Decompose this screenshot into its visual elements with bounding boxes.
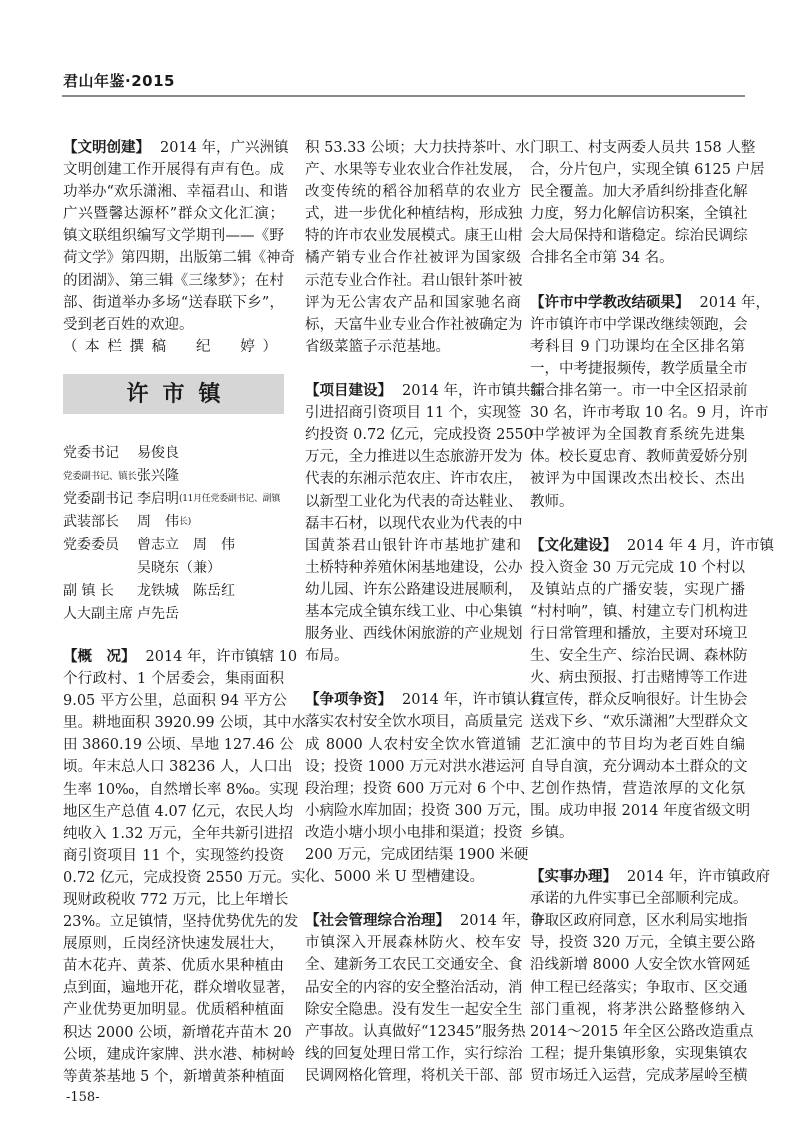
text-line: 2014 年，广兴洲镇	[160, 140, 289, 156]
position-title: 党委书记	[63, 444, 119, 461]
text-line: 化、5000 米 U 型槽建设。	[305, 869, 484, 886]
text-line: 地区生产总值 4.07 亿元，农民人均	[63, 803, 294, 820]
paragraph-heading: 【实事办理】	[530, 869, 617, 886]
text-line: 引进招商引资项目 11 个，实现签	[305, 405, 522, 422]
text-line: 全、建新务工农民工交通安全、食	[305, 957, 523, 974]
running-header: 君山年鉴·2015	[63, 72, 175, 90]
text-line: 贸市场迁入运营，完成茅屋岭至横	[530, 1067, 748, 1084]
person-names: 曾志立 周 伟	[137, 536, 235, 553]
text-line: 布局。	[305, 648, 349, 665]
text-line: 2014 年，许	[460, 913, 546, 930]
text-line: 伸工程已经落实；争取市、区交通	[530, 979, 748, 996]
text-line: 广兴暨馨达源杯”群众文化汇演；	[63, 206, 284, 223]
text-line: 民调网格化管理，将机关干部、部	[305, 1067, 523, 1084]
paragraph-first-line	[530, 535, 774, 557]
text-line: 及镇站点的广播安装，实现广播	[530, 581, 745, 598]
personnel-row	[63, 442, 284, 465]
text-line: 小病险水库加固；投资 300 万元，	[305, 802, 531, 819]
person-names: 张兴隆	[137, 467, 179, 484]
article-paragraph	[305, 689, 546, 888]
text-line: 特的许市农业发展模式。康王山柑	[305, 228, 523, 245]
text-line: 30 名，许市考取 10 名。9 月，许市	[530, 405, 769, 422]
text-line: 代表的东湘示范农庄、许市农庄，	[305, 471, 523, 488]
text-line: 点到面，遍地开花，群众增收显著，	[63, 980, 295, 997]
text-line: 产事故。认真做好“12345”服务热	[305, 1023, 526, 1040]
text-line: 商引资项目 11 个，实现签约投资	[63, 847, 284, 864]
position-title: 党委副书记、镇长	[63, 470, 137, 482]
text-line: 万元，全力推进以生态旅游开发为	[305, 449, 523, 466]
position-title: 党委副书记	[63, 490, 133, 507]
text-line: 2014 年，许市镇共新	[402, 383, 546, 400]
text-line: 导，投资 320 万元，全镇主要公路	[530, 935, 756, 952]
text-line: 艺汇演中的节目均为老百姓自编	[530, 736, 745, 753]
text-line: 基本完成全镇东线工业、中心集镇	[305, 603, 523, 620]
column-1	[63, 137, 307, 1110]
text-line: 合排名全市第 34 名。	[530, 250, 674, 267]
paragraph-first-line	[63, 646, 298, 668]
page-number: -158-	[66, 1090, 100, 1105]
text-line: 0.72 亿元，完成投资 2550 万元。实	[63, 869, 306, 886]
column-3	[530, 137, 774, 1109]
text-line: 2014 年 4 月，许市镇	[627, 537, 774, 554]
person-names: 卢先岳	[137, 605, 179, 622]
text-line: 产、水果等专业农业合作社发展，	[305, 162, 523, 179]
person-names: 龙铁城 陈岳红	[137, 582, 235, 599]
text-line: 示范专业合作社。君山银针茶叶被	[305, 272, 523, 289]
text-line: 市镇深入开展森林防火、校车安	[305, 935, 521, 952]
paragraph-heading: 【争项争资】	[305, 692, 392, 709]
text-line: 苗木花卉、黄茶、优质水果种植由	[63, 958, 284, 975]
paragraph-first-line	[305, 910, 546, 932]
article-paragraph	[305, 380, 546, 667]
text-line: 综合排名第一。市一中全区招录前	[530, 383, 748, 400]
paragraph-first-line	[530, 292, 771, 314]
text-line: 行宣传，群众反响很好。计生协会	[530, 692, 748, 709]
text-line: 顷。年末总人口 38236 人，人口出	[63, 759, 293, 776]
text-line: 改造小塘小坝小电排和渠道；投资	[305, 824, 523, 841]
author-credit: （本栏撰稿 纪 婷）	[63, 338, 280, 355]
personnel-row	[63, 511, 284, 534]
section-title: 许市镇	[63, 374, 284, 414]
text-line: 火、病虫预报、打击赌博等工作进	[530, 670, 748, 687]
text-line: 设；投资 1000 万元对洪水港运河	[305, 758, 526, 775]
text-line: 现财政税收 772 万元，比上年增长	[63, 891, 289, 908]
text-line: 沿线新增 8000 人安全饮水管网延	[530, 957, 751, 974]
text-line: 等黄茶基地 5 个，新增黄茶种植面	[63, 1068, 285, 1085]
paragraph-heading: 【项目建设】	[305, 383, 392, 400]
text-line: 土桥特种养殖休闲基地建设，公办	[305, 559, 523, 576]
text-line: 以新型工业化为代表的奇达鞋业、	[305, 493, 523, 510]
paragraph-heading: 【文明创建】	[63, 140, 150, 156]
article-paragraph	[530, 866, 771, 1087]
text-line: 段治理；投资 600 万元对 6 个中、	[305, 780, 535, 797]
text-line: 落实农村安全饮水项目，高质量完	[305, 714, 523, 731]
text-line: 200 万元，完成团结渠 1900 米硬	[305, 847, 529, 863]
text-line: 公顷，建成许家牌、洪水港、柿树岭	[63, 1046, 295, 1063]
text-line: “村村响”，镇、村建立专门机构进	[530, 603, 748, 620]
header-rule	[62, 95, 745, 97]
text-line: 围。成功申报 2014 年度省级文明	[530, 802, 751, 819]
text-line: 田 3860.19 公顷、旱地 127.46 公	[63, 737, 294, 754]
text-line: 里。耕地面积 3920.99 公顷，其中水	[63, 715, 307, 732]
text-line: 幼儿园、许东公路建设进展顺利，	[305, 581, 523, 598]
position-note: (11月任党委副书记、副镇长)	[179, 493, 281, 527]
text-line: 文明创建工作开展得有声有色。成	[63, 162, 284, 179]
text-line: 评为无公害农产品和国家驰名商	[305, 294, 521, 311]
paragraph-heading: 【社会管理综合治理】	[305, 913, 450, 930]
text-line: 成 8000 人农村安全饮水管道铺	[305, 736, 521, 753]
paragraph-heading: 【文化建设】	[530, 537, 617, 554]
text-line: 积达 2000 公顷，新增花卉苗木 20	[63, 1024, 292, 1041]
text-line: 功举办“欢乐潇湘、幸福君山、和谐	[63, 184, 288, 201]
position-title: 人大副主席	[63, 605, 133, 622]
paragraph-first-line	[530, 866, 771, 888]
text-line: 投入资金 30 万元完成 10 个村以	[530, 559, 745, 576]
person-names: 吴晓东（兼）	[137, 559, 221, 576]
text-line: 合，分片包户，实现全镇 6125 户居	[530, 162, 765, 179]
text-line: 积 53.33 公顷；大力扶持茶叶、水	[305, 140, 530, 156]
text-line: 门职工、村支两委人员共 158 人整	[530, 140, 756, 156]
paragraph-first-line	[63, 137, 289, 159]
text-line: 的团湖》、第三辑《三缘梦》；在村	[63, 272, 284, 289]
text-line: 被评为中国课改杰出校长、杰出	[530, 471, 745, 488]
text-line: 纯收入 1.32 万元，全年共新引进招	[63, 825, 294, 842]
text-line: 民全覆盖。加大矛盾纠纷排查化解	[530, 184, 748, 201]
paragraph-first-line	[305, 380, 546, 402]
text-line: 式，进一步优化种植结构，形成独	[305, 206, 523, 223]
text-line: 荷文学》第四期，出版第二辑《神奇	[63, 250, 295, 267]
personnel-row	[63, 557, 284, 580]
text-line: 服务业、西线休闲旅游的产业规划	[305, 626, 523, 643]
column-2	[305, 137, 546, 1109]
text-line: 力度，努力化解信访积案，全镇社	[530, 206, 748, 223]
text-line: 教师。	[530, 493, 574, 510]
text-line: 工程；提升集镇形象，实现集镇农	[530, 1045, 748, 1062]
text-line: 2014～2015 年全区公路改造重点	[530, 1023, 754, 1040]
personnel-list	[63, 442, 284, 626]
article-paragraph	[305, 910, 546, 1087]
text-line: 自导自演，充分调动本土群众的文	[530, 758, 748, 775]
position-title	[63, 557, 137, 580]
text-line: 行日常管理和播放，主要对环境卫	[530, 626, 748, 643]
paragraph-gaikuang	[63, 646, 307, 1088]
text-line: 考科目 9 门功课均在全区排名第	[530, 338, 745, 355]
text-line: 9.05 平方公里，总面积 94 平方公	[63, 693, 288, 710]
text-line: 部、街道举办多场“送春联下乡”，	[63, 294, 284, 311]
text-line: 艺创作热情，营造浓厚的文化氛	[530, 780, 745, 797]
person-names: 易俊良	[137, 444, 179, 461]
text-line: 品安全的内容的安全整治活动，消	[305, 979, 523, 996]
position-title: 武装部长	[63, 513, 119, 530]
article-paragraph	[530, 137, 765, 270]
text-line: 改变传统的稻谷加稻草的农业方	[305, 184, 521, 201]
personnel-row	[63, 465, 284, 488]
text-line: 受到老百姓的欢迎。	[63, 316, 194, 333]
text-line: 争取区政府同意，区水利局实地指	[530, 913, 748, 930]
text-line: 磊丰石材，以现代农业为代表的中	[305, 515, 523, 532]
text-line: 体。校长夏忠育、教师黄爱娇分别	[530, 449, 748, 466]
personnel-row	[63, 603, 284, 626]
paragraph-wenming-chuangjian	[63, 137, 295, 358]
text-line: 标，天富牛业专业合作社被确定为	[305, 316, 523, 333]
text-line: 2014 年，许市镇政府	[627, 869, 771, 886]
person-names: 周 伟	[137, 513, 179, 530]
text-line: 省级菜篮子示范基地。	[305, 338, 450, 355]
text-line: 2014 年，	[699, 294, 771, 311]
text-line: 乡镇。	[530, 824, 574, 841]
position-title: 副 镇 长	[63, 582, 114, 599]
personnel-row	[63, 534, 284, 557]
text-line: 国黄茶君山银针许市基地扩建和	[305, 537, 521, 554]
text-line: 镇文联组织编写文学期刊——《野	[63, 228, 284, 245]
text-line: 23%。立足镇情，坚持优势优先的发	[63, 914, 299, 931]
text-line: 生率 10‰，自然增长率 8‰。实现	[63, 781, 299, 798]
text-line: 一，中考捷报频传，教学质量全市	[530, 360, 748, 377]
text-line: 部门重视，将茅洪公路整修纳入	[530, 1001, 745, 1018]
article-paragraph	[530, 535, 774, 844]
text-line: 除安全隐患。没有发生一起安全生	[305, 1001, 523, 1018]
text-line: 中学被评为全国教育系统先进集	[530, 427, 745, 444]
text-line: 送戏下乡、“欢乐潇湘”大型群众文	[530, 714, 748, 731]
text-line: 橘产销专业合作社被评为国家级	[305, 250, 521, 267]
text-line: 展原则，丘岗经济快速发展壮大，	[63, 936, 284, 953]
position-title: 党委委员	[63, 536, 119, 553]
text-line: 生、安全生产、综治民调、森林防	[530, 648, 748, 665]
person-names: 李启明	[137, 490, 179, 507]
text-line: 会大局保持和谐稳定。综治民调综	[530, 228, 748, 245]
text-line: 产业优势更加明显。优质稻种植面	[63, 1002, 284, 1019]
text-line: 约投资 0.72 亿元，完成投资 2550	[305, 427, 534, 444]
text-line: 2014 年，许市镇认真	[402, 692, 546, 709]
paragraph-heading: 【概 况】	[63, 648, 136, 665]
paragraph-heading: 【许市中学教改结硕果】	[530, 294, 690, 311]
personnel-row	[63, 580, 284, 603]
text-line: 承诺的九件实事已全部顺利完成。	[530, 891, 748, 908]
article-paragraph	[305, 137, 530, 358]
text-line: 个行政村、1 个居委会，集雨面积	[63, 671, 284, 688]
text-line: 线的回复处理日常工作，实行综治	[305, 1045, 523, 1062]
text-line: 许市镇许市中学课改继续领跑，会	[530, 316, 748, 333]
article-paragraph	[530, 292, 771, 513]
text-line: 2014 年，许市镇辖 10	[145, 648, 298, 665]
paragraph-first-line	[305, 689, 546, 711]
